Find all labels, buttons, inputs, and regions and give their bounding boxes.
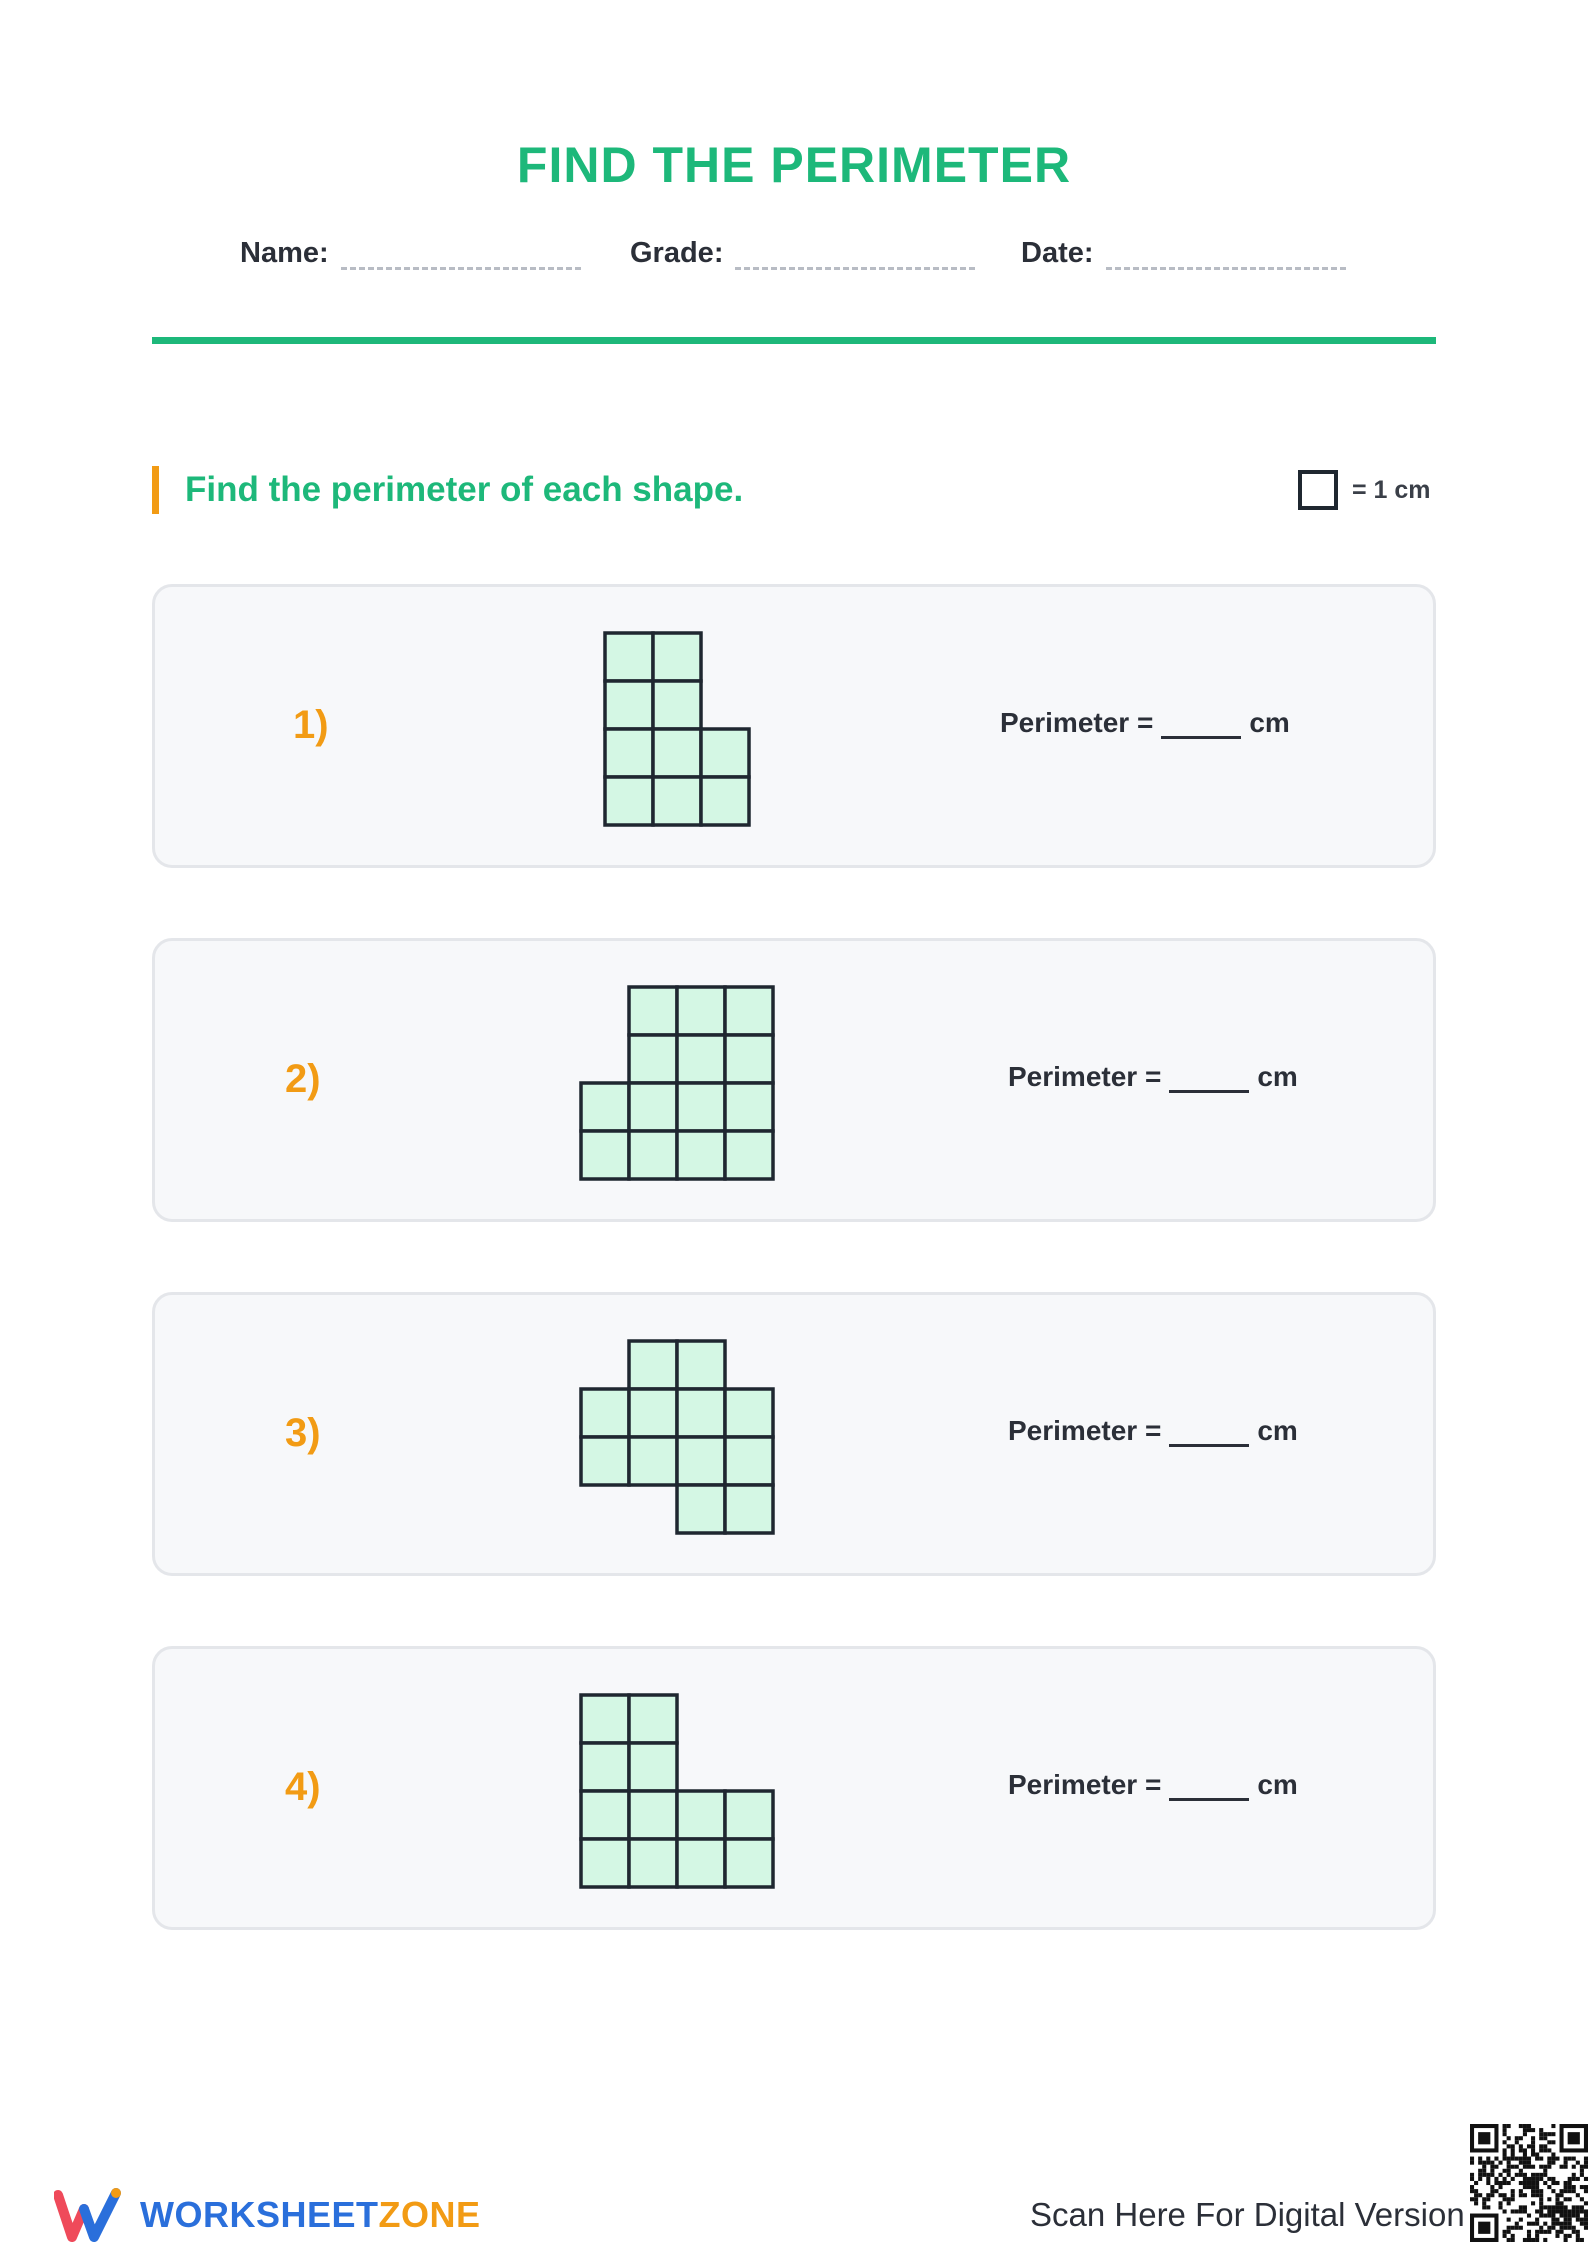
grid-cell	[725, 987, 773, 1035]
grid-cell	[581, 1839, 629, 1887]
grid-cell	[677, 1341, 725, 1389]
grid-cell	[725, 1437, 773, 1485]
answer-blank[interactable]	[1169, 1059, 1249, 1093]
grid-cell	[605, 633, 653, 681]
grid-cell	[677, 1839, 725, 1887]
qr-code-icon[interactable]	[1470, 2124, 1588, 2242]
date-field[interactable]	[1021, 236, 1346, 270]
grid-cell	[605, 729, 653, 777]
answer-unit: cm	[1249, 707, 1290, 738]
grid-cell	[629, 1437, 677, 1485]
grid-cell	[677, 1437, 725, 1485]
answer-area	[1008, 1767, 1298, 1801]
grid-cell	[629, 1341, 677, 1389]
grid-cell	[629, 1839, 677, 1887]
student-info-row	[0, 236, 1588, 276]
instruction	[152, 466, 743, 514]
problem-card-4	[152, 1646, 1436, 1930]
grid-cell	[581, 1791, 629, 1839]
grid-cell	[677, 1791, 725, 1839]
grid-cell	[629, 1743, 677, 1791]
grid-cell	[581, 1083, 629, 1131]
grid-cell	[701, 729, 749, 777]
grid-cell	[629, 987, 677, 1035]
grid-cell	[677, 1083, 725, 1131]
answer-blank[interactable]	[1161, 705, 1241, 739]
grid-cell	[677, 1389, 725, 1437]
problem-number: 4)	[285, 1765, 321, 1809]
grid-cell	[629, 1389, 677, 1437]
grid-cell	[653, 777, 701, 825]
grid-cell	[629, 1083, 677, 1131]
grid-cell	[725, 1839, 773, 1887]
grid-cell	[701, 777, 749, 825]
answer-blank[interactable]	[1169, 1413, 1249, 1447]
answer-label: Perimeter =	[1008, 1061, 1162, 1092]
grid-cell	[653, 729, 701, 777]
shape-grid	[578, 1692, 776, 1890]
header-divider	[152, 337, 1436, 344]
instruction-text: Find the perimeter of each shape.	[185, 470, 744, 509]
grid-cell	[677, 1131, 725, 1179]
logo-text-part2: ZONE	[378, 2194, 481, 2235]
answer-label: Perimeter =	[1000, 707, 1154, 738]
grid-cell	[581, 1389, 629, 1437]
grid-cell	[725, 1389, 773, 1437]
answer-area	[1008, 1413, 1298, 1447]
problem-number: 3)	[285, 1411, 321, 1455]
answer-label: Perimeter =	[1008, 1415, 1162, 1446]
grid-cell	[629, 1035, 677, 1083]
worksheetzone-logo[interactable]	[54, 2185, 481, 2244]
grid-cell	[725, 1131, 773, 1179]
grid-cell	[581, 1695, 629, 1743]
answer-unit: cm	[1257, 1061, 1298, 1092]
answer-area	[1008, 1059, 1298, 1093]
shape-grid	[602, 630, 752, 828]
grid-cell	[677, 1485, 725, 1533]
logo-w-icon	[54, 2185, 124, 2244]
grid-cell	[581, 1743, 629, 1791]
grid-cell	[629, 1695, 677, 1743]
problem-number: 1)	[293, 703, 329, 747]
scan-text: Scan Here For Digital Version	[1030, 2196, 1465, 2233]
page-title: FIND THE PERIMETER	[516, 137, 1072, 193]
grid-cell	[581, 1437, 629, 1485]
grid-cell	[725, 1083, 773, 1131]
logo-text	[140, 2194, 481, 2236]
grid-cell	[677, 987, 725, 1035]
answer-blank[interactable]	[1169, 1767, 1249, 1801]
unit-legend	[1298, 470, 1431, 510]
name-label: Name:	[240, 237, 329, 269]
grade-label: Grade:	[630, 237, 724, 269]
grid-cell	[725, 1791, 773, 1839]
problem-card-2	[152, 938, 1436, 1222]
unit-square-icon	[1298, 470, 1338, 510]
instruction-accent-bar	[152, 466, 159, 514]
legend-text: = 1 cm	[1352, 475, 1431, 504]
grid-cell	[629, 1791, 677, 1839]
grid-cell	[629, 1131, 677, 1179]
answer-unit: cm	[1257, 1769, 1298, 1800]
name-field[interactable]	[240, 236, 581, 270]
grid-cell	[677, 1035, 725, 1083]
answer-label: Perimeter =	[1008, 1769, 1162, 1800]
logo-text-part1: WORKSHEET	[140, 2194, 379, 2235]
grid-cell	[581, 1131, 629, 1179]
problem-card-3	[152, 1292, 1436, 1576]
date-blank-line[interactable]	[1106, 236, 1346, 270]
grade-field[interactable]	[630, 236, 975, 270]
grade-blank-line[interactable]	[735, 236, 975, 270]
problem-number: 2)	[285, 1057, 321, 1101]
shape-grid	[578, 984, 776, 1182]
name-blank-line[interactable]	[341, 236, 581, 270]
grid-cell	[725, 1485, 773, 1533]
grid-cell	[605, 777, 653, 825]
problem-card-1	[152, 584, 1436, 868]
answer-unit: cm	[1257, 1415, 1298, 1446]
grid-cell	[653, 681, 701, 729]
date-label: Date:	[1021, 237, 1094, 269]
grid-cell	[605, 681, 653, 729]
shape-grid	[578, 1338, 776, 1536]
answer-area	[1000, 705, 1290, 739]
grid-cell	[725, 1035, 773, 1083]
grid-cell	[653, 633, 701, 681]
